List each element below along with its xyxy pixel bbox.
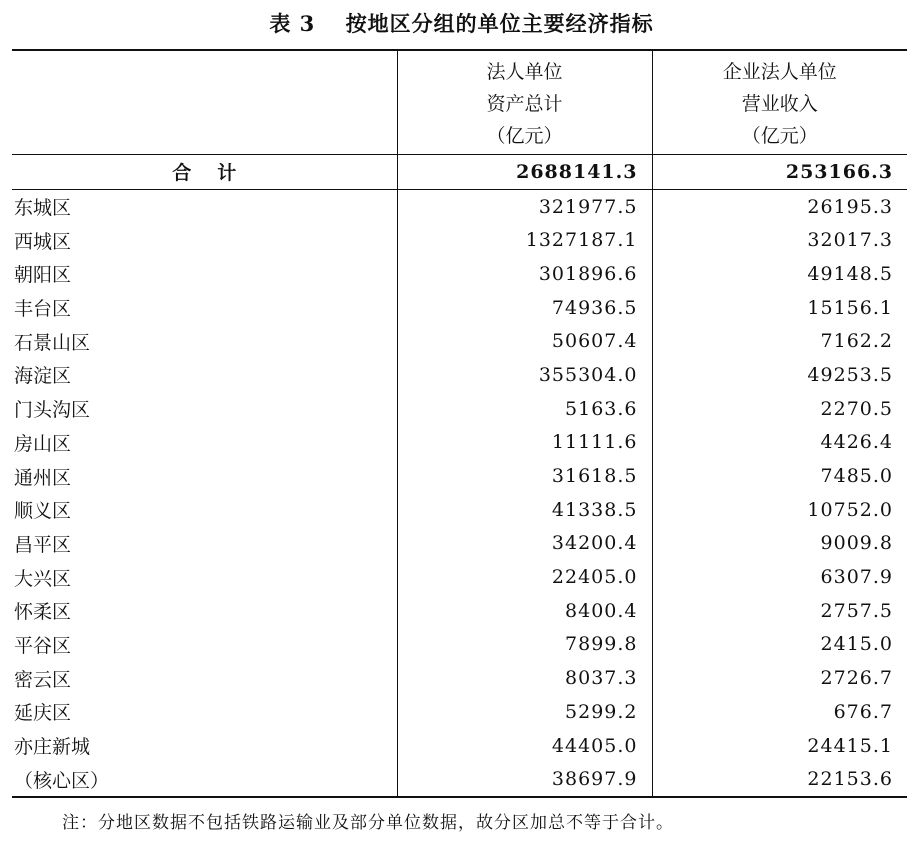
table-row <box>12 560 907 594</box>
revenue-value: 2270.5 <box>652 392 907 426</box>
assets-value: 34200.4 <box>397 527 652 561</box>
table-row <box>12 392 907 426</box>
assets-value: 11111.6 <box>397 426 652 460</box>
revenue-value: 15156.1 <box>652 291 907 325</box>
revenue-value: 49148.5 <box>652 257 907 291</box>
assets-value: 50607.4 <box>397 324 652 358</box>
table-title: 表 3 按地区分组的单位主要经济指标 <box>269 11 654 36</box>
assets-value: 31618.5 <box>397 459 652 493</box>
revenue-header <box>652 51 907 155</box>
region-name: 怀柔区 <box>14 601 72 624</box>
region-name: 平谷区 <box>14 634 72 657</box>
assets-header <box>397 51 652 155</box>
table-row <box>12 594 907 628</box>
revenue-value: 2415.0 <box>652 628 907 662</box>
region-name: 大兴区 <box>14 567 72 590</box>
region-name: 亦庄新城 <box>14 736 91 759</box>
assets-header-line-2: 资产总计 <box>486 93 563 115</box>
revenue-value: 4426.4 <box>652 426 907 460</box>
assets-value: 41338.5 <box>397 493 652 527</box>
assets-header-line-1: 法人单位 <box>486 61 563 83</box>
region-name: 朝阳区 <box>14 264 72 287</box>
revenue-value: 7162.2 <box>652 324 907 358</box>
economic-indicators-table <box>12 51 907 796</box>
revenue-value: 2726.7 <box>652 661 907 695</box>
table-row <box>12 762 907 796</box>
revenue-value: 2757.5 <box>652 594 907 628</box>
table-row <box>12 223 907 257</box>
table-row <box>12 661 907 695</box>
revenue-header-line-1: 企业法人单位 <box>722 61 837 83</box>
region-name: 东城区 <box>14 197 72 220</box>
region-name: 顺义区 <box>14 500 72 523</box>
table-row <box>12 493 907 527</box>
assets-value: 301896.6 <box>397 257 652 291</box>
table-row <box>12 729 907 763</box>
table-row <box>12 291 907 325</box>
region-name: 昌平区 <box>14 533 72 556</box>
revenue-value: 26195.3 <box>652 189 907 223</box>
revenue-value: 24415.1 <box>652 729 907 763</box>
table-row <box>12 426 907 460</box>
table-row <box>12 459 907 493</box>
region-name: 门头沟区 <box>14 399 91 422</box>
region-name: 西城区 <box>14 230 72 253</box>
total-revenue: 253166.3 <box>652 155 907 190</box>
revenue-value: 10752.0 <box>652 493 907 527</box>
revenue-value: 9009.8 <box>652 527 907 561</box>
region-name: 通州区 <box>14 466 72 489</box>
region-name: 密云区 <box>14 668 72 691</box>
total-assets: 2688141.3 <box>397 155 652 190</box>
table-row <box>12 257 907 291</box>
region-name: 石景山区 <box>14 331 91 354</box>
revenue-header-unit: （亿元） <box>741 125 818 147</box>
revenue-header-line-2: 营业收入 <box>741 93 818 115</box>
revenue-value: 6307.9 <box>652 560 907 594</box>
table-row <box>12 324 907 358</box>
assets-value: 7899.8 <box>397 628 652 662</box>
region-name: 延庆区 <box>14 702 72 725</box>
region-header <box>12 51 397 155</box>
assets-header-unit: （亿元） <box>486 125 563 147</box>
revenue-value: 676.7 <box>652 695 907 729</box>
total-label: 合计 <box>12 155 397 190</box>
table-row <box>12 527 907 561</box>
total-row <box>12 155 907 190</box>
assets-value: 5299.2 <box>397 695 652 729</box>
footnote: 注：分地区数据不包括铁路运输业及部分单位数据，故分区加总不等于合计。 <box>62 813 674 833</box>
table-row <box>12 358 907 392</box>
assets-value: 38697.9 <box>397 762 652 796</box>
assets-value: 74936.5 <box>397 291 652 325</box>
revenue-value: 22153.6 <box>652 762 907 796</box>
assets-value: 44405.0 <box>397 729 652 763</box>
assets-value: 321977.5 <box>397 189 652 223</box>
assets-value: 22405.0 <box>397 560 652 594</box>
revenue-value: 32017.3 <box>652 223 907 257</box>
region-name: 房山区 <box>14 432 72 455</box>
revenue-value: 49253.5 <box>652 358 907 392</box>
region-name: （核心区） <box>14 769 110 792</box>
assets-value: 355304.0 <box>397 358 652 392</box>
assets-value: 8037.3 <box>397 661 652 695</box>
assets-value: 8400.4 <box>397 594 652 628</box>
table-row <box>12 628 907 662</box>
table-row <box>12 695 907 729</box>
revenue-value: 7485.0 <box>652 459 907 493</box>
header-row <box>12 51 907 155</box>
region-name: 丰台区 <box>14 298 72 321</box>
region-name: 海淀区 <box>14 365 72 388</box>
assets-value: 1327187.1 <box>397 223 652 257</box>
data-table-frame <box>12 49 907 798</box>
table-row <box>12 189 907 223</box>
assets-value: 5163.6 <box>397 392 652 426</box>
